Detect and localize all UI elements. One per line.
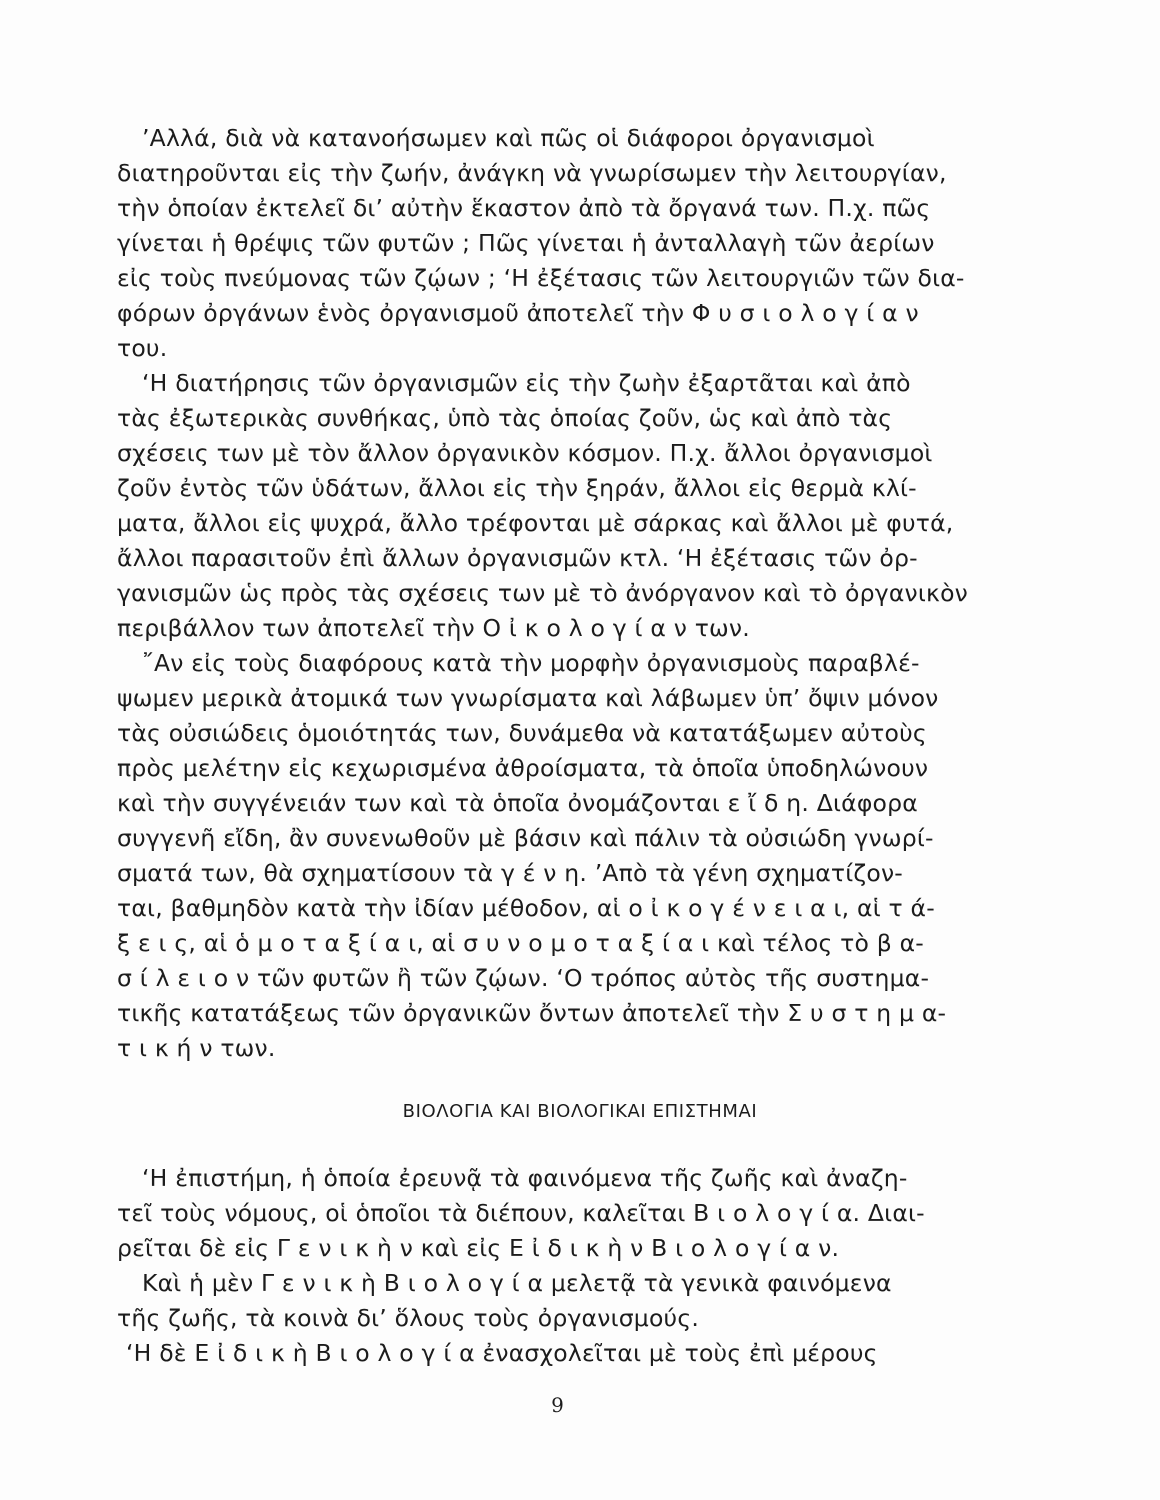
text-line: τ ι κ ή ν των.: [117, 1034, 276, 1062]
text-line: σχέσεις των μὲ τὸν ἄλλον ὀργανικὸν κόσμον. Π.χ. ἄλλοι ὀργανισμοὶ: [117, 439, 933, 467]
text-line: εἰς τοὺς πνεύμονας τῶν ζῴων ; ‘Η ἐξέτασις τῶν λειτουργιῶν τῶν δια-: [117, 264, 965, 292]
text-line: τεῖ τοὺς νόμους, οἱ ὁποῖοι τὰ διέπουν, καλεῖται Β ι ο λ ο γ ί α. Διαι-: [117, 1199, 925, 1227]
text-line: ’Αλλά, διὰ νὰ κατανοήσωμεν καὶ πῶς οἱ διάφοροι ὀργανισμοὶ: [142, 124, 875, 152]
text-line: περιβάλλον των ἀποτελεῖ τὴν Ο ἰ κ ο λ ο γ ί α ν των.: [117, 614, 750, 642]
text-line: Καὶ ἡ μὲν Γ ε ν ι κ ὴ Β ι ο λ ο γ ί α μελετᾷ τὰ γενικὰ φαινόμενα: [142, 1269, 892, 1297]
text-line: συγγενῆ εἴδη, ἂν συνενωθοῦν μὲ βάσιν καὶ πάλιν τὰ οὐσιώδη γνωρί-: [117, 824, 934, 852]
text-line: διατηροῦνται εἰς τὴν ζωήν, ἀνάγκη νὰ γνωρίσωμεν τὴν λειτουργίαν,: [117, 159, 947, 187]
text-line: σ ί λ ε ι ο ν τῶν φυτῶν ἢ τῶν ζῴων. ‘Ο τρόπος αὐτὸς τῆς συστημα-: [117, 964, 930, 992]
text-line: καὶ τὴν συγγένειάν των καὶ τὰ ὁποῖα ὀνομάζονται ε ἴ δ η. Διάφορα: [117, 789, 918, 817]
text-line: φόρων ὀργάνων ἑνὸς ὀργανισμοῦ ἀποτελεῖ τὴν Φ υ σ ι ο λ ο γ ί α ν: [117, 299, 919, 327]
text-line: ἄλλοι παρασιτοῦν ἐπὶ ἄλλων ὀργανισμῶν κτλ. ‘Η ἐξέτασις τῶν ὀρ-: [117, 544, 918, 572]
text-line: ψωμεν μερικὰ ἀτομικά των γνωρίσματα καὶ λάβωμεν ὑπ’ ὄψιν μόνον: [117, 684, 939, 712]
page-number: 9: [551, 1393, 564, 1417]
text-line: ται, βαθμηδὸν κατὰ τὴν ἰδίαν μέθοδον, αἱ ο ἰ κ ο γ έ ν ε ι α ι, αἱ τ ά-: [117, 894, 935, 922]
text-line: ζοῦν ἐντὸς τῶν ὑδάτων, ἄλλοι εἰς τὴν ξηράν, ἄλλοι εἰς θερμὰ κλί-: [117, 474, 917, 502]
text-line: του.: [117, 334, 168, 362]
text-line: τικῆς κατατάξεως τῶν ὀργανικῶν ὄντων ἀποτελεῖ τὴν Σ υ σ τ η μ α-: [117, 999, 947, 1027]
text-line: τὰς ἐξωτερικὰς συνθήκας, ὑπὸ τὰς ὁποίας ζοῦν, ὡς καὶ ἀπὸ τὰς: [117, 404, 893, 432]
text-line: τὴν ὁποίαν ἐκτελεῖ δι’ αὐτὴν ἕκαστον ἀπὸ τὰ ὄργανά των. Π.χ. πῶς: [117, 194, 931, 222]
text-line: πρὸς μελέτην εἰς κεχωρισμένα ἀθροίσματα, τὰ ὁποῖα ὑποδηλώνουν: [117, 754, 929, 782]
text-line: ρεῖται δὲ εἰς Γ ε ν ι κ ὴ ν καὶ εἰς Ε ἰ δ ι κ ὴ ν Β ι ο λ ο γ ί α ν.: [117, 1234, 840, 1262]
text-line: ‘Η ἐπιστήμη, ἡ ὁποία ἐρευνᾷ τὰ φαινόμενα τῆς ζωῆς καὶ ἀναζη-: [142, 1164, 908, 1192]
text-line: γανισμῶν ὡς πρὸς τὰς σχέσεις των μὲ τὸ ἀνόργανον καὶ τὸ ὀργανικὸν: [117, 579, 968, 607]
text-line: γίνεται ἡ θρέψις τῶν φυτῶν ; Πῶς γίνεται ἡ ἀνταλλαγὴ τῶν ἀερίων: [117, 229, 935, 257]
text-line: σματά των, θὰ σχηματίσουν τὰ γ έ ν η. ’Απὸ τὰ γένη σχηματίζον-: [117, 859, 903, 887]
text-line: τὰς οὐσιώδεις ὁμοιότητάς των, δυνάμεθα νὰ κατατάξωμεν αὐτοὺς: [117, 719, 927, 747]
text-line: ‘Η δὲ Ε ἰ δ ι κ ὴ Β ι ο λ ο γ ί α ἐνασχολεῖται μὲ τοὺς ἐπὶ μέρους: [126, 1339, 878, 1367]
text-line: τῆς ζωῆς, τὰ κοινὰ δι’ ὅλους τοὺς ὀργανισμούς.: [117, 1304, 700, 1332]
section-heading: ΒΙΟΛΟΓΙΑ ΚΑΙ ΒΙΟΛΟΓΙΚΑΙ ΕΠΙΣΤΗΜΑΙ: [402, 1101, 758, 1122]
text-line: ‘Η διατήρησις τῶν ὀργανισμῶν εἰς τὴν ζωὴν ἐξαρτᾶται καὶ ἀπὸ: [142, 369, 911, 397]
text-line: ῎Αν εἰς τοὺς διαφόρους κατὰ τὴν μορφὴν ὀργανισμοὺς παραβλέ-: [142, 649, 920, 677]
text-line: ξ ε ι ς, αἱ ὁ μ ο τ α ξ ί α ι, αἱ σ υ ν ο μ ο τ α ξ ί α ι καὶ τέλος τὸ β α-: [117, 929, 924, 957]
text-line: ματα, ἄλλοι εἰς ψυχρά, ἄλλο τρέφονται μὲ σάρκας καὶ ἄλλοι μὲ φυτά,: [117, 509, 954, 537]
